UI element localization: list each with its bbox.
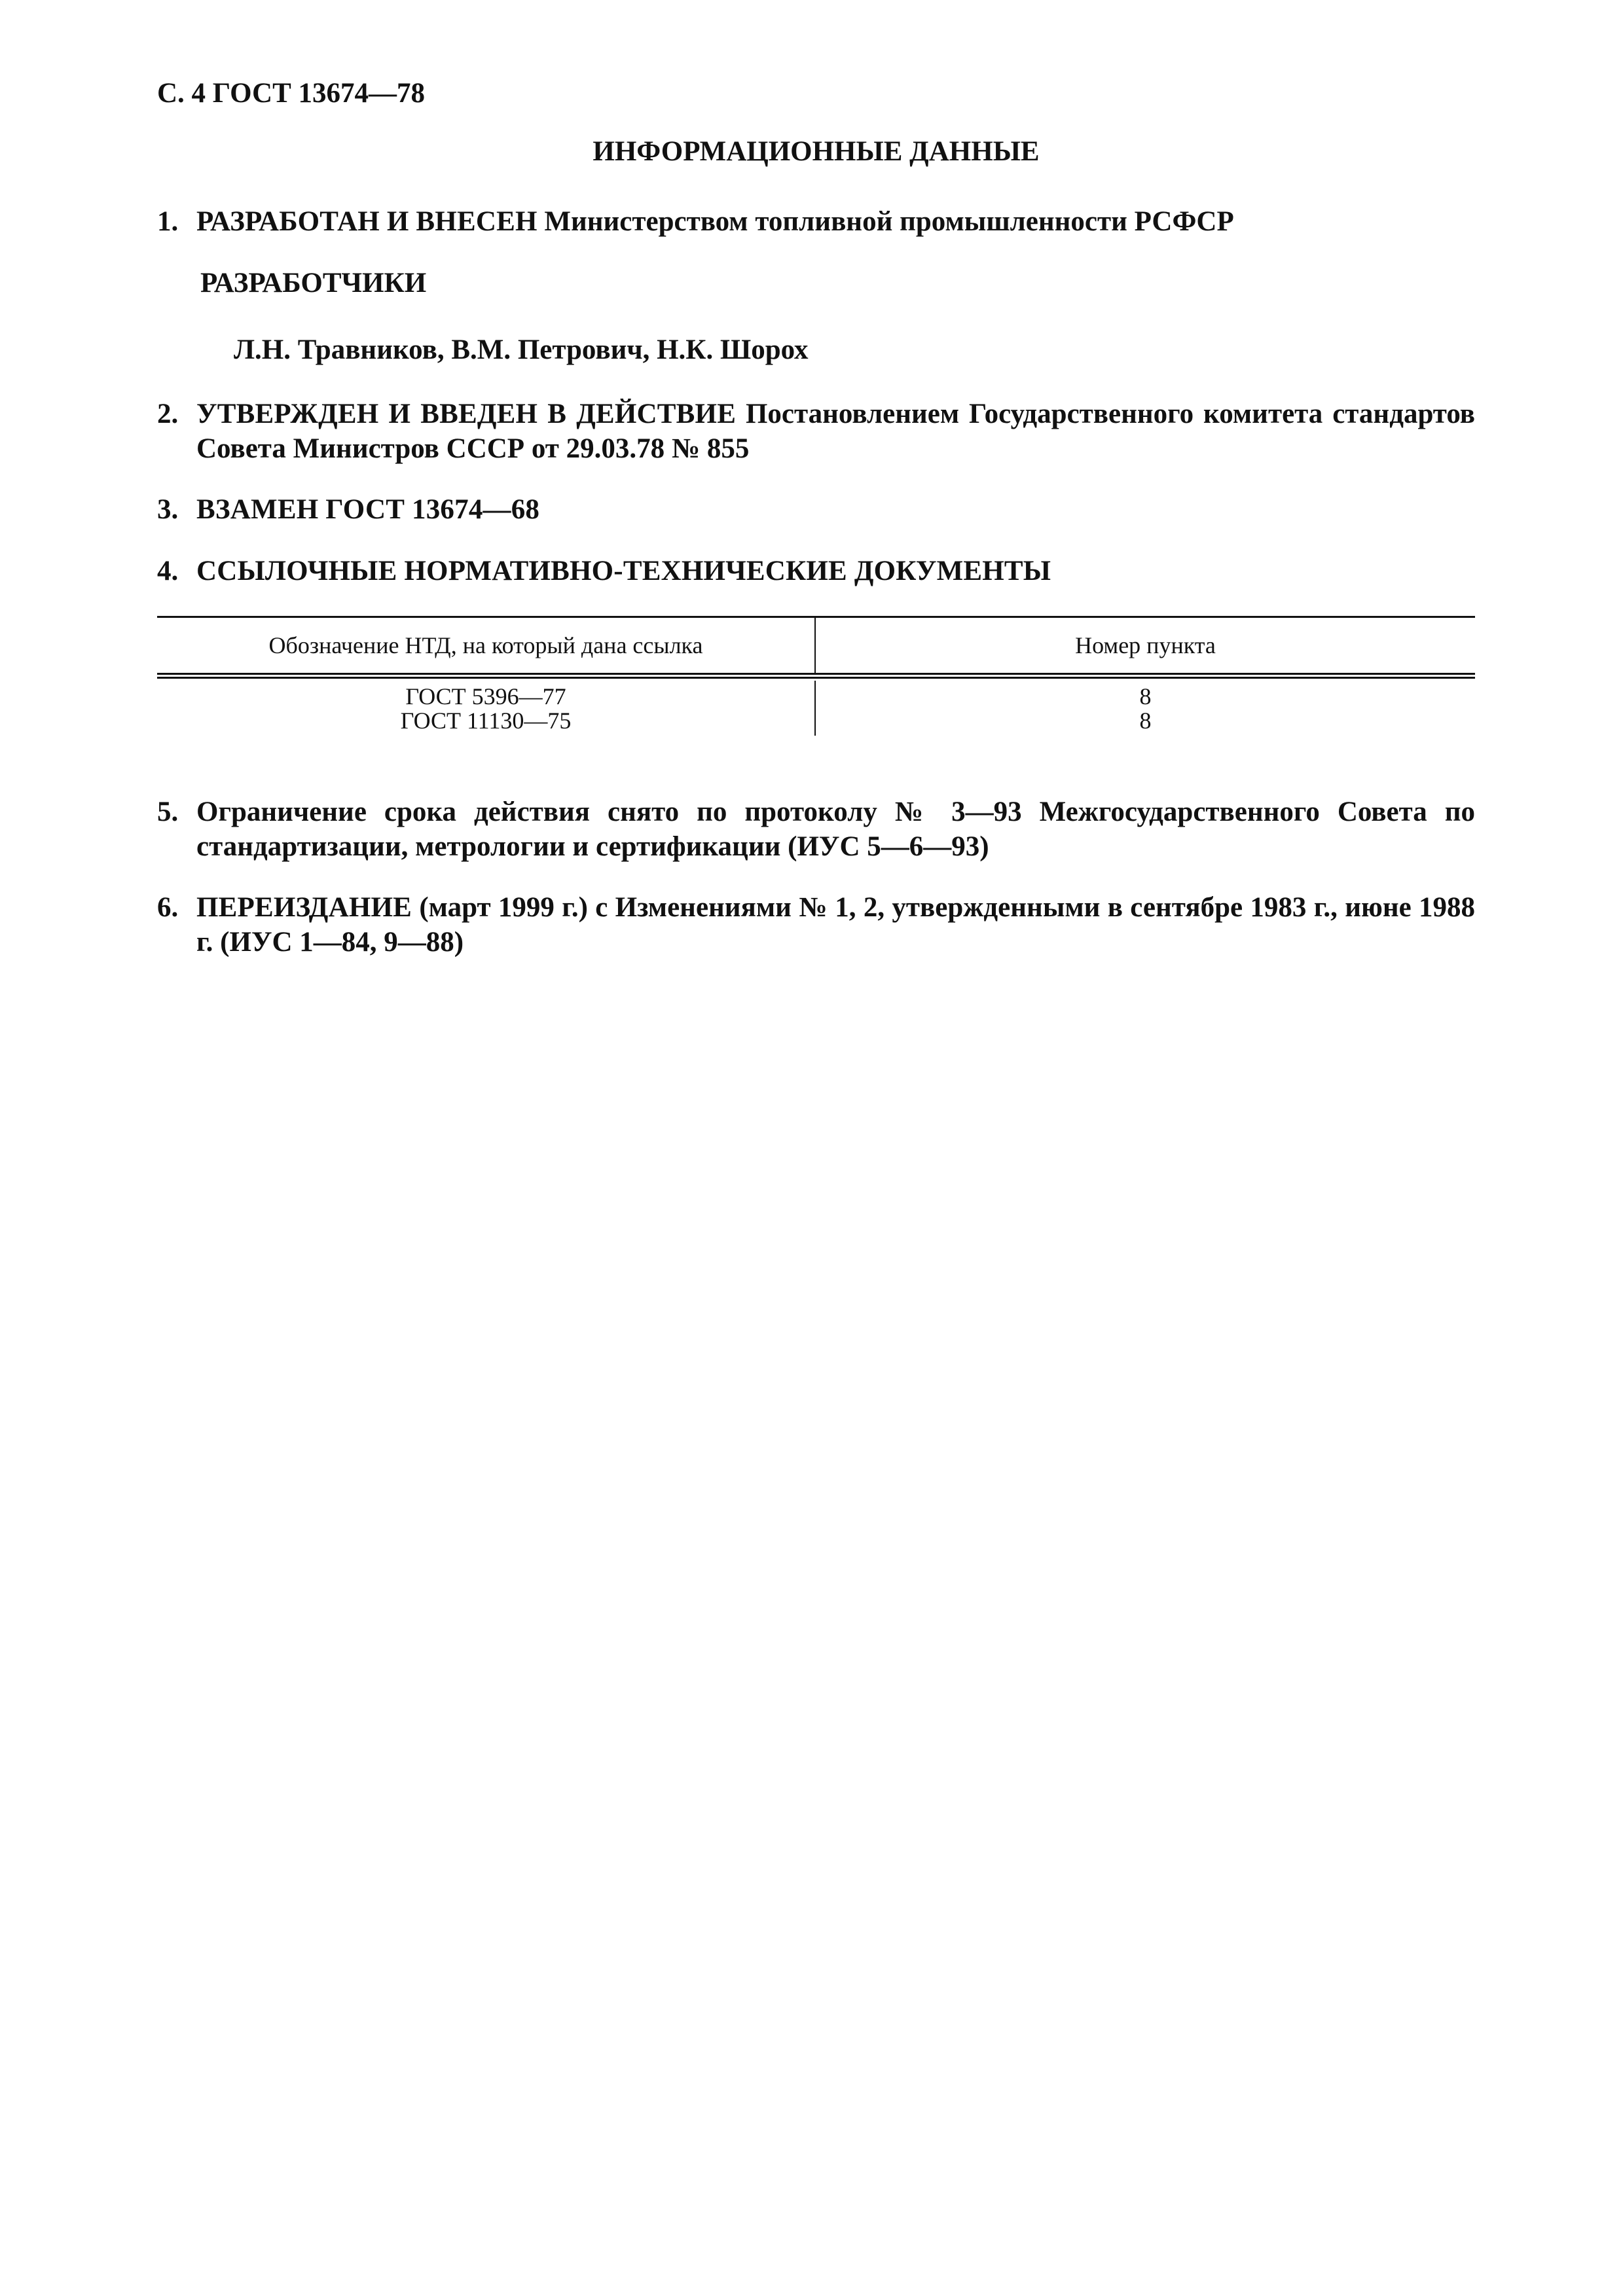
item-number: 4. [157,556,179,586]
item-number: 6. [157,892,179,923]
info-item-5 [157,795,1475,864]
item-text: Министерством топливной промышленности РСФСР [537,206,1234,237]
table-body [157,681,1475,736]
item-caps: ВЗАМЕН ГОСТ 13674—68 [196,494,540,525]
item-body [196,890,1475,960]
table-column-documents [157,681,816,736]
table-cell-document: ГОСТ 11130—75 [400,708,572,734]
info-item-3 [157,492,1475,527]
info-item-4 [157,554,1475,588]
table-header-document: Обозначение НТД, на который дана ссылка [157,618,816,673]
item-body [196,204,1475,239]
item-number: 3. [157,494,179,525]
table-header-clause: Номер пункта [1075,632,1216,658]
page-header: С. 4 ГОСТ 13674—78 [157,78,426,109]
item-body: Ограничение срока действия снято по протоколу № 3—93 Межгосударственного Совета по стандартизации, метрологии и сертификации (ИУС 5—6—93) [196,797,1475,862]
developers-names: Л.Н. Травников, В.М. Петрович, Н.К. Шорох [234,334,809,365]
item-number: 1. [157,206,179,237]
item-text: Постановлением Государственного комитета стандартов Совета Министров СССР от 29.03.78 № 855 [196,399,1476,464]
item-body [196,397,1475,466]
item-caps: ССЫЛОЧНЫЕ НОРМАТИВНО-ТЕХНИЧЕСКИЕ ДОКУМЕНТЫ [196,556,1051,586]
table-cell-clause: 8 [1139,708,1152,734]
item-body [196,492,1475,527]
info-item-1 [157,204,1475,239]
info-item-6 [157,890,1475,960]
page-title: ИНФОРМАЦИОННЫЕ ДАННЫЕ [593,136,1040,167]
table-header-row [157,618,1475,675]
item-caps: ПЕРЕИЗДАНИЕ [196,892,412,923]
developers-label: РАЗРАБОТЧИКИ [200,268,427,298]
item-number: 5. [157,797,179,827]
item-body [196,554,1475,588]
item-caps: РАЗРАБОТАН И ВНЕСЕН [196,206,538,237]
item-text: (март 1999 г.) с Изменениями № 1, 2, утвержденными в сентябре 1983 г., июне 1988 г. (ИУС 1—84, 9—88) [196,892,1475,958]
item-caps: УТВЕРЖДЕН И ВВЕДЕН В ДЕЙСТВИЕ [196,399,737,429]
reference-documents-table [157,616,1475,736]
table-column-clauses [816,681,1475,736]
item-number: 2. [157,399,179,429]
info-item-2 [157,397,1475,466]
table-cell-clause: 8 [1139,683,1152,709]
table-cell-document: ГОСТ 5396—77 [405,683,566,709]
